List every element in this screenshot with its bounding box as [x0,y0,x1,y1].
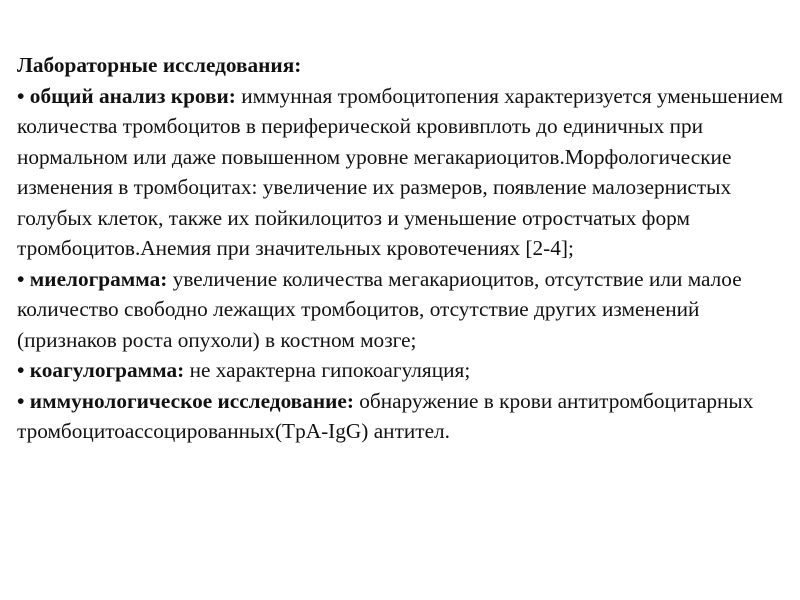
item-text: обнаружение в крови антитромбоцитарных тромбоцитоассоцированных(TpA-IgG) антител. [17,388,754,443]
slide-text-body [17,50,792,447]
list-item-blood-test [17,81,792,264]
list-item-immunology [17,386,792,447]
bullet-marker: • [17,83,25,108]
item-term: коагулограмма: [29,358,185,382]
item-term: миелограмма: [29,266,168,291]
item-text: не характерна гипокоагуляция; [184,358,471,382]
bullet-marker: • [17,358,25,382]
item-term: общий анализ крови: [29,83,236,108]
section-heading: Лабораторные исследования: [17,53,302,77]
bullet-marker: • [17,266,25,291]
item-term: иммунологическое исследование: [29,388,354,413]
list-item-myelogram [17,264,792,356]
item-text: увеличение количества мегакариоцитов, отсутствие или малое количество свободно лежащих тромбоцитов, отсутствие других изменений (признаков роста опухоли) в костном мозге; [17,266,742,352]
list-item-coagulogram [17,355,792,386]
bullet-marker: • [17,388,25,413]
item-text: иммунная тромбоцитопения характеризуется уменьшением количества тромбоцитов в периферической кровивплоть до единичных при нормальном или даже повышенном уровне мегакариоцитов.Морфологические изменения в тромбоцитах: увеличение их размеров, появление малозернистых голубых клеток, также их пойкилоцитоз и уменьшение отростчатых форм тромбоцитов.Анемия при значительных кровотечениях [2-4]; [17,83,783,260]
